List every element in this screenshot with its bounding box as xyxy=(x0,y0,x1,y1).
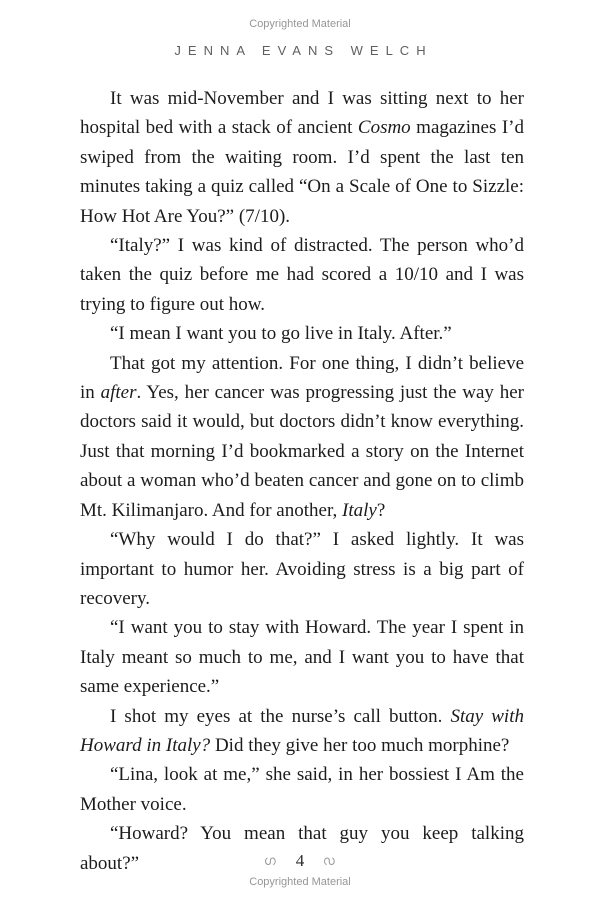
scroll-flourish-left-icon: ഗ xyxy=(263,853,276,869)
paragraph xyxy=(80,525,524,613)
scroll-flourish-right-icon: ഗ xyxy=(324,853,337,869)
book-text-block xyxy=(80,84,524,878)
page-number: 4 xyxy=(295,851,305,870)
text-segment: . Yes, her cancer was progressing just the way her doctors said it would, but doctors didn’t know everything. Just that morning I’d bookmarked a story on the Internet about a woman who’d beaten cancer and gone on to climb Mt. Kilimanjaro. And for another, xyxy=(80,382,524,521)
italic-text-segment: Cosmo xyxy=(357,117,411,139)
bottom-copyright-notice: Copyrighted Material xyxy=(249,876,351,888)
italic-text-segment: after xyxy=(100,382,137,404)
paragraph xyxy=(80,613,524,701)
text-segment: ? xyxy=(376,499,386,521)
text-segment: Did they give her too much morphine? xyxy=(210,734,510,756)
text-segment: “I want you to stay with Howard. The year I spent in Italy meant so much to me, and I want you to have that same experience.” xyxy=(80,617,524,698)
text-segment: “Howard? You mean that guy you keep talking about?” xyxy=(80,823,524,874)
paragraph xyxy=(80,231,524,319)
text-segment: “I mean I want you to go live in Italy. After.” xyxy=(110,323,452,345)
author-name: JENNA EVANS WELCH xyxy=(174,43,433,58)
paragraph xyxy=(80,84,524,231)
page-number-line xyxy=(0,851,600,871)
paragraph xyxy=(80,319,524,348)
text-segment: It was mid-November and I was sitting next to her hospital bed with a stack of ancient xyxy=(80,88,524,139)
top-copyright-notice: Copyrighted Material xyxy=(249,18,351,30)
paragraph xyxy=(80,349,524,525)
italic-text-segment: Stay with Howard in Italy? xyxy=(80,705,524,756)
italic-text-segment: Italy xyxy=(342,499,377,521)
text-segment: “Why would I do that?” I asked lightly. It was important to humor her. Avoiding stress is a big part of recovery. xyxy=(80,529,524,609)
paragraph xyxy=(80,760,524,819)
text-segment: magazines I’d swiped from the waiting room. I’d spent the last ten minutes taking a quiz called “On a Scale of One to Sizzle: How Hot Are You?” (7/10). xyxy=(80,117,524,227)
text-segment: “Italy?” I was kind of distracted. The person who’d taken the quiz before me had scored a 10/10 and I was trying to figure out how. xyxy=(80,235,524,315)
text-segment: “Lina, look at me,” she said, in her bossiest I Am the Mother voice. xyxy=(80,764,524,815)
text-segment: That got my attention. For one thing, I didn’t believe in xyxy=(80,352,524,404)
page-footer xyxy=(0,851,600,888)
paragraph xyxy=(80,702,524,761)
text-segment: I shot my eyes at the nurse’s call button. xyxy=(110,705,451,727)
